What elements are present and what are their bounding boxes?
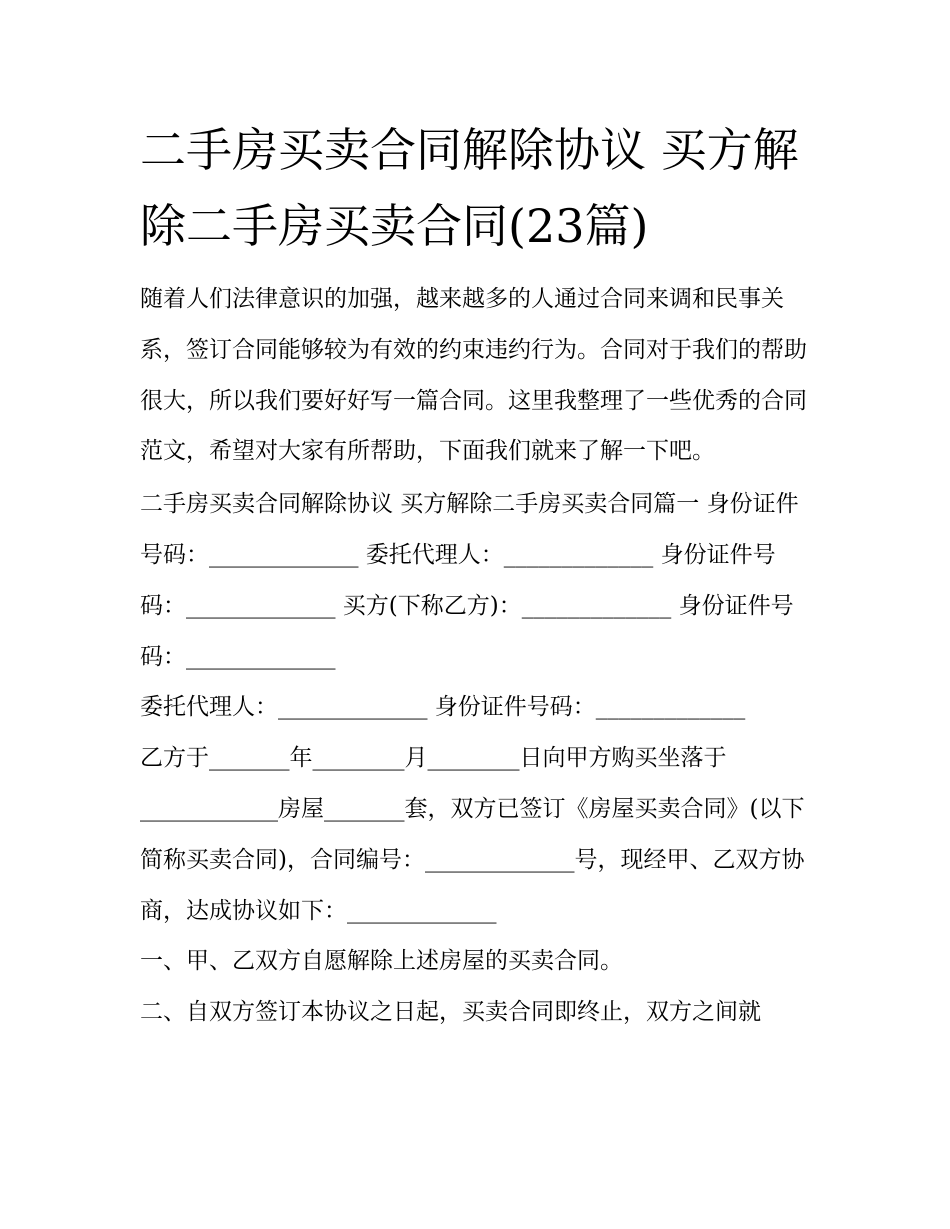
contract-parties-paragraph: 二手房买卖合同解除协议 买方解除二手房买卖合同篇一 身份证件号码：_____________ 委托代理人：_____________ 身份证件号码：_____________ 买方(下称乙方)：_____________ 身份证件号码：_____________ xyxy=(140,491,799,670)
clause-two-paragraph: 二、自双方签订本协议之日起，买卖合同即终止，双方之间就 xyxy=(140,999,761,1026)
agent-id-paragraph: 委托代理人：_____________ 身份证件号码：_____________ xyxy=(140,694,746,721)
document-page xyxy=(140,112,820,1038)
intro-paragraph: 随着人们法律意识的加强，越来越多的人通过合同来调和民事关系，签订合同能够较为有效的约束违约行为。合同对于我们的帮助很大，所以我们要好好写一篇合同。这里我整理了一些优秀的合同范文，希望对大家有所帮助，下面我们就来了解一下吧。 xyxy=(140,286,807,465)
document-body xyxy=(140,274,820,1038)
document-title: 二手房买卖合同解除协议 买方解除二手房买卖合同(23篇) xyxy=(140,123,799,253)
purchase-details-paragraph: 乙方于_______年________月________日向甲方购买坐落于____________房屋_______套，双方已签订《房屋买卖合同》(以下简称买卖合同)，合同编号：_____________号，现经甲、乙双方协商，达成协议如下：_____________ xyxy=(140,745,805,924)
clause-one-paragraph: 一、甲、乙双方自愿解除上述房屋的买卖合同。 xyxy=(140,948,623,975)
